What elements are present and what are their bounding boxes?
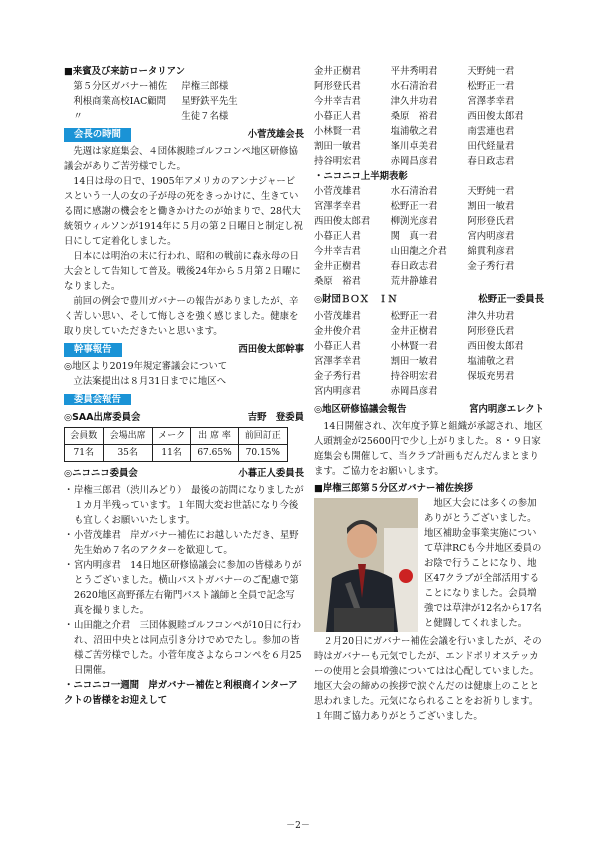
visitor-spacer [64,109,73,124]
kishi-paragraph-2: ２月20日にガバナー補佐会議を行いましたが、その時はガバナーも元気でしたが、エンドポリオステッカーの使用と会員増強についてはは心配していました。地区大会の締めの挨拶で涙ぐんだのは健康上のことと思われました。元気になられることをお祈りします。１年間ご協力ありがとうございました。 [314,636,542,722]
attendance-value-row [65,445,288,462]
member-name: 赤岡昌彦君 [390,386,438,397]
attendance-value-cell: 35名 [103,445,152,462]
member-name: 荒井静雄君 [390,276,438,287]
member-name: 峯川卓美君 [390,141,438,152]
visitor-row [64,94,304,109]
attendance-table [64,427,288,462]
committee-header [64,392,304,407]
member-name: 宮澤孝幸君 [467,96,515,107]
week-names-grid [314,64,544,169]
visitors-heading: ■来賓及び来訪ロータリアン [64,66,185,77]
member-name: 西田俊太郎君 [314,216,371,227]
top-half-names-grid [314,184,544,289]
member-name: 阿形登氏君 [314,81,361,92]
member-name: 南雲連也君 [467,126,515,137]
member-name: 小暮正人君 [314,231,361,242]
president-text [64,144,304,339]
member-name: 塩浦敬之君 [467,356,515,367]
member-name: 金子秀行君 [467,261,515,272]
niko-week-heading: ・ニコニコ一週間 岸ガバナー補佐と利根商インターアクトの皆様をお迎えして [64,680,298,706]
member-name: 関 真一君 [390,231,438,242]
visitor-name: 生徒７名様 [181,111,229,122]
attendance-value-cell: 11名 [152,445,191,462]
visitor-role: 〃 [73,111,83,122]
member-name: 春日政志君 [390,261,438,272]
niko-header [64,466,304,481]
conf-title: ◎地区研修協議会報告 [314,404,407,415]
member-name: 西田俊太郎君 [467,111,524,122]
attendance-value-cell: 70.15% [238,445,287,462]
visitor-row [64,109,304,124]
niko-item-text: 山田龍之介君 三団体親睦ゴルフコンペが10日に行われ、沼田中央とは同点引き分けでめでたし。参加の皆様ご苦労様でした。小菅年度さよならコンペを６月25日開催。 [74,620,302,676]
member-name: 松野正一君 [390,311,438,322]
niko-item [64,618,304,678]
member-name: 宮澤孝幸君 [314,356,361,367]
member-name: 小暮正人君 [314,111,361,122]
member-name: 赤岡昌彦君 [390,156,438,167]
visitor-role: 利根商業高校IAC顧問 [73,96,167,107]
member-name: 宮内明彦君 [314,386,361,397]
member-name: 春日政志君 [467,156,515,167]
attendance-header-cell: 会員数 [65,428,104,445]
member-name: 松野正一君 [467,81,515,92]
president-paragraph: 14日は母の日で、1905年アメリカのアンナジャービスという一人の女の子が母の死をきっかけに、生きている間に感謝の機会をと働きかけたのが始まりで、28代大統領ウィルソンが1914年に５月の第２日曜日と制定し祝日にして定着化しました。 [64,176,303,247]
member-name: 宮澤孝幸君 [314,201,361,212]
speaker-photo [314,498,418,632]
right-column [314,64,544,724]
niko-item [64,558,304,618]
attendance-header-cell: 前回訂正 [238,428,287,445]
secretary-line-1: ◎地区より2019年規定審議会について [64,361,228,372]
president-paragraph: 日本には明治の末に行われ、昭和の戦前に森永母の日大会として告知して普及。戦後24年から５月第２日曜になりました。 [64,251,301,292]
member-name: 柳渕光彦君 [390,216,438,227]
niko-item-text: 小菅茂雄君 岸ガバナー補佐にお越しいただき、星野先生始め７名のアクターを歓迎して。 [74,530,299,556]
member-name: 阿形登氏君 [467,326,515,337]
secretary-line-2: 立法案提出は８月31日までに地区へ [73,376,226,387]
president-paragraph: 前回の例会で豊川ガバナーの報告がありましたが、辛く苦しい思い、そして悔しさを強く感じました。健康を取り戻していただきたいと思います。 [64,296,299,337]
speaker-illustration [314,498,418,632]
visitor-name: 星野鉄平先生 [181,96,238,107]
attendance-header-row [65,428,288,445]
member-name: 阿形登氏君 [467,216,515,227]
member-name: 割田一敏君 [467,201,515,212]
kishi-title: ■岸権三郎第５分区ガバナー補佐挨拶 [314,483,473,494]
secretary-speaker: 西田俊太郎幹事 [238,344,304,355]
president-band: 会長の時間 [64,128,131,142]
left-column [64,64,304,708]
member-name: 小林賢一君 [390,341,438,352]
bullet-mark: ・ [64,620,74,631]
member-name: 金子秀行君 [314,371,361,382]
attendance-value-cell: 67.65% [191,445,238,462]
attendance-header-cell: 出 席 率 [191,428,238,445]
visitor-name: 岸権三郎様 [181,81,229,92]
member-name: 保坂充男君 [467,371,515,382]
niko-list [64,483,304,678]
saa-header [64,410,304,425]
box-speaker: 松野正一委員長 [478,294,544,305]
niko-item [64,528,304,558]
visitor-spacer [64,94,73,109]
president-speaker: 小菅茂雄会長 [247,129,304,140]
member-name: 田代経量君 [467,141,515,152]
member-name: 津久井功君 [467,311,515,322]
member-name: 平井秀明君 [390,66,438,77]
member-name: 金井俊介君 [314,326,361,337]
member-name: 天野純一君 [467,66,515,77]
top-half-title: ・ニコニコ上半期表彰 [314,171,408,182]
visitors-list [64,79,304,124]
member-name: 金井正樹君 [314,66,361,77]
member-name: 金井正樹君 [390,326,438,337]
attendance-header-cell: 会場出席 [103,428,152,445]
member-name: 小林賢一君 [314,126,361,137]
visitor-spacer [64,79,73,94]
member-name: 綿貫利彦君 [467,246,515,257]
box-title: ◎財団ＢＯＸ ＩＮ [314,294,398,305]
member-name: 松野正一君 [390,201,438,212]
member-name: 天野純一君 [467,186,515,197]
member-name: 西田俊太郎君 [467,341,524,352]
conf-header [314,402,544,417]
bullet-mark: ・ [64,560,74,571]
attendance-header-cell: メーク [152,428,191,445]
visitor-role: 第５分区ガバナー補佐 [73,81,168,92]
member-name: 塩浦敬之君 [390,126,438,137]
member-name: 持谷明宏君 [390,371,438,382]
niko-speaker: 小暮正人委員長 [238,468,304,479]
kishi-paragraph-1: 地区大会には多くの参加ありがとうございました。地区補助金事業実施について草津RCも今井地区委員のお陰で行うことになり、地区47クラブが全部活用することになりました。会員増強では草津が12名から17名と健闘してくれました。 [424,498,542,629]
member-name: 桑原 裕君 [314,276,361,287]
member-name: 割田一敏君 [390,356,438,367]
member-name: 小暮正人君 [314,341,361,352]
niko-title: ◎ニコニコ委員会 [64,468,138,479]
member-name: 桑原 裕君 [390,111,438,122]
niko-item [64,483,304,528]
committee-band: 委員会報告 [64,394,131,405]
saa-speaker: 吉野 登委員 [247,412,304,423]
president-header [64,127,304,142]
member-name: 水石清治君 [390,186,438,197]
president-paragraph: 先週は家庭集会、４団体親睦ゴルフコンペ地区研修協議会がありご苦労様でした。 [64,146,298,172]
niko-item-text: 岸権三郎君（渋川みどり） 最後の訪問になりましたが１カ月半残っています。１年間大変お世話になり今後も宜しくお願いいたします。 [74,485,304,526]
secretary-header [64,342,304,357]
attendance-value-cell: 71名 [65,445,104,462]
conf-speaker: 宮内明彦エレクト [469,404,544,415]
bullet-mark: ・ [64,530,74,541]
page-number: －2－ [286,821,310,831]
member-name: 宮内明彦君 [467,231,515,242]
member-name: 山田龍之介君 [390,246,447,257]
member-name: 水石清治君 [390,81,438,92]
member-name: 小菅茂雄君 [314,311,361,322]
member-name: 割田一敏君 [314,141,361,152]
member-name: 小菅茂雄君 [314,186,361,197]
bullet-mark: ・ [64,485,74,496]
conf-text: 14日開催され、次年度予算と組織が承認され、地区人頭割金が25600円で少し上がりました。８・９日家庭集会も開催して、当クラブ計画もだんだんまとまります。ご協力をお願いします。 [314,421,543,477]
saa-title: ◎SAA出席委員会 [64,412,141,423]
member-name: 持谷明宏君 [314,156,361,167]
member-name: 今井幸吉君 [314,96,361,107]
box-header [314,292,544,307]
niko-item-text: 宮内明彦君 14日地区研修協議会に参加の皆様ありがとうございました。横山パストガバナーのご配慮で第2620地区高野孫左右衛門パスト議師と全員で記念写真を撮りました。 [74,560,302,616]
kishi-section [314,496,544,724]
member-name: 津久井功君 [390,96,438,107]
secretary-band: 幹事報告 [64,343,122,357]
visitor-row [64,79,304,94]
member-name: 今井幸吉君 [314,246,361,257]
member-name: 金井正樹君 [314,261,361,272]
box-names-grid [314,309,544,399]
